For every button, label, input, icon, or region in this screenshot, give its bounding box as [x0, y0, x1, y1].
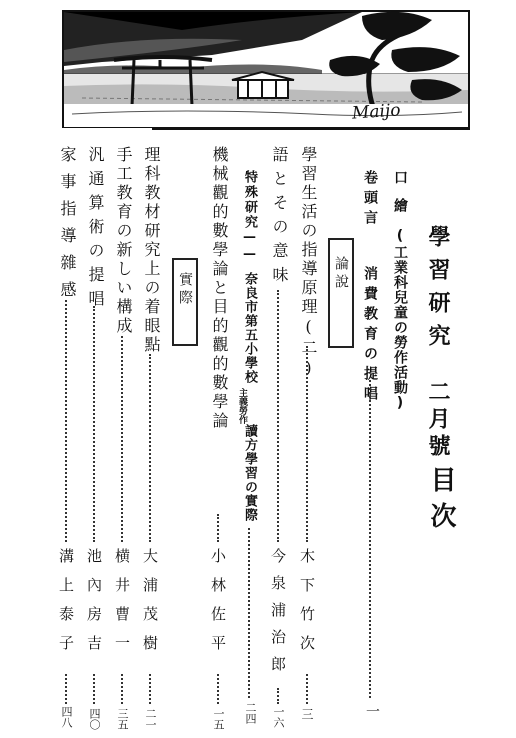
issue-label: 二月號 — [425, 380, 451, 461]
article-page: 一五 — [212, 708, 225, 730]
article-title: 學習生活の指導原理(二) — [299, 146, 318, 380]
article-leader — [217, 674, 219, 704]
header-illustration — [62, 10, 470, 128]
article-leader — [93, 674, 95, 704]
article-page: 二四 — [244, 702, 257, 724]
article-author: 今泉浦治郎 — [269, 548, 287, 683]
article-author: 横井曹一 — [113, 548, 131, 664]
foreword-title: 消費教育の提唱 — [362, 266, 378, 406]
artist-signature: Maijo — [351, 100, 402, 124]
foreword-leader — [369, 380, 371, 698]
article-title: 家事指導雜感 — [58, 146, 77, 308]
article-page: 三五 — [116, 708, 129, 730]
article-author: 小林佐平 — [209, 548, 227, 664]
article-title: 手工教育の新しい構成 — [114, 146, 133, 336]
frontispiece-label: 口繪 — [392, 170, 408, 226]
article-title: 汎通算術の提唱 — [86, 146, 105, 314]
article-page: 四八 — [60, 706, 73, 728]
article-title: 語とその意味 — [270, 146, 289, 290]
special-study-note: 主義勞作 — [237, 388, 247, 424]
article-title: 理科教材研究上の着眼點 — [142, 146, 161, 355]
article-leader — [149, 674, 151, 704]
article-leader — [277, 290, 279, 542]
article-leader — [306, 346, 308, 542]
frontispiece-text: (工業科兒童の勞作活動) — [392, 228, 408, 412]
article-page: 四〇 — [88, 708, 101, 730]
article-author: 大浦茂樹 — [141, 548, 159, 664]
article-leader — [93, 306, 95, 542]
header-rule — [152, 128, 470, 130]
article-leader — [65, 674, 67, 704]
toc-label: 目次 — [426, 466, 456, 538]
article-leader — [121, 336, 123, 542]
foreword-label: 卷頭言 — [362, 170, 378, 230]
special-study-label: 特殊研究—— — [242, 170, 257, 264]
foreword-page: 一 — [364, 704, 380, 718]
special-study-school: 奈良市第五小學校 — [242, 272, 257, 384]
article-leader — [217, 514, 219, 542]
article-page: 二一 — [144, 708, 157, 730]
article-leader — [306, 674, 308, 704]
magazine-title: 學習研究 — [425, 225, 451, 357]
special-study-title: 讀方學習の實際 — [242, 424, 257, 522]
article-leader — [121, 674, 123, 704]
article-leader — [277, 688, 279, 704]
article-leader — [65, 300, 67, 542]
section-jissai — [172, 258, 198, 346]
article-title: 機械觀的數學論と目的觀的數學論 — [210, 146, 229, 431]
article-author: 木下竹次 — [298, 548, 316, 664]
article-author: 溝上泰子 — [57, 548, 75, 664]
article-page: 一六 — [272, 706, 285, 728]
article-page: 三 — [300, 708, 314, 720]
section-jissai-label: 實際 — [177, 272, 193, 308]
article-leader — [248, 528, 250, 698]
section-ronsetsu-label: 論說 — [333, 256, 349, 292]
section-ronsetsu — [328, 238, 354, 348]
article-leader — [149, 354, 151, 542]
article-author: 池內房吉 — [85, 548, 103, 664]
